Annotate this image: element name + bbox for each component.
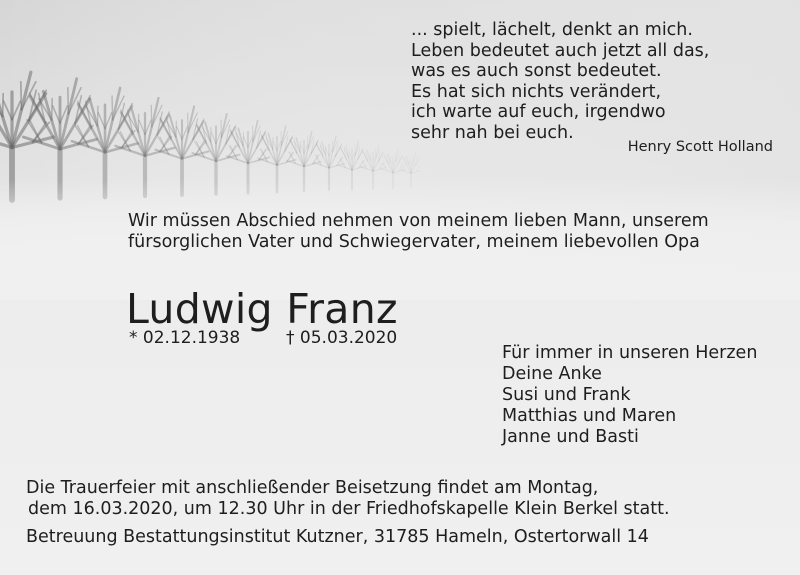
poem-line: ich warte auf euch, irgendwo xyxy=(411,102,666,123)
poem xyxy=(411,20,709,144)
poem-line: Es hat sich nichts verändert, xyxy=(411,81,662,102)
service-line: dem 16.03.2020, um 12.30 Uhr in der Friedhofskapelle Klein Berkel statt. xyxy=(28,499,670,519)
service-line: Die Trauerfeier mit anschließender Beisetzung findet am Montag, xyxy=(26,478,599,498)
poem-line: ... spielt, lächelt, denkt an mich. xyxy=(411,20,693,40)
undertaker-info: Betreuung Bestattungsinstitut Kutzner, 31785 Hameln, Ostertorwall 14 xyxy=(26,527,649,547)
deceased-name: Ludwig Franz xyxy=(126,285,398,333)
mourner-line: Janne und Basti xyxy=(502,427,639,447)
birth-date: * 02.12.1938 xyxy=(129,328,241,348)
mourners-list xyxy=(502,343,757,448)
mourner-line: Susi und Frank xyxy=(502,385,631,405)
poem-line: sehr nah bei euch. xyxy=(411,122,574,143)
farewell-text xyxy=(128,211,709,253)
funeral-service-info xyxy=(26,478,670,520)
poem-line: Leben bedeutet auch jetzt all das, xyxy=(411,40,710,61)
poem-author: Henry Scott Holland xyxy=(627,139,773,155)
mourner-line: Für immer in unseren Herzen xyxy=(502,343,758,363)
poem-line: was es auch sonst bedeutet. xyxy=(411,61,662,82)
death-date: † 05.03.2020 xyxy=(286,328,398,348)
farewell-line: fürsorglichen Vater und Schwiegervater, meinem liebevollen Opa xyxy=(128,232,700,252)
mourner-line: Matthias und Maren xyxy=(502,406,677,426)
farewell-line: Wir müssen Abschied nehmen von meinem lieben Mann, unserem xyxy=(128,211,709,231)
mourner-line: Deine Anke xyxy=(502,364,602,384)
